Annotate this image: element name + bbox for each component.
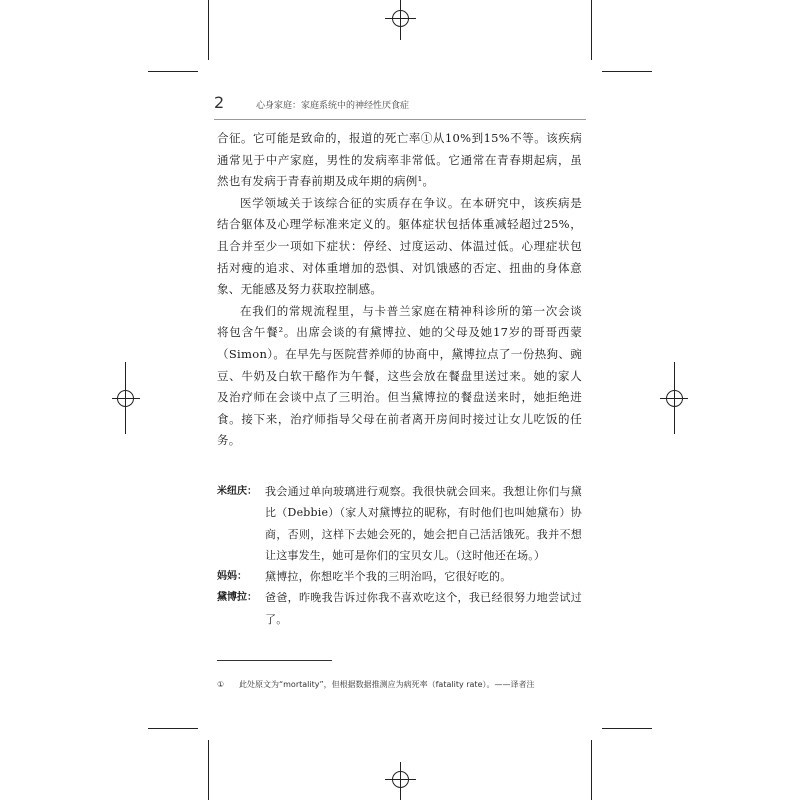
dialogue-turn <box>217 587 582 630</box>
paragraph-continued: 合征。它可能是致命的，报道的死亡率①从10%到15%不等。该疾病通常见于中产家庭，男性的发病率非常低。它通常在青春期起病，虽然也有发病于青春前期及成年期的病例¹。 <box>217 131 582 189</box>
paragraph: 医学领域关于该综合征的实质存在争议。在本研究中，该疾病是结合躯体及心理学标准来定义的。躯体症状包括体重减轻超过25%，且合并至少一项如下症状：停经、过度运动、体温过低。心理症状包括对瘦的追求、对体重增加的恐惧、对饥饿感的否定、扭曲的身体意象、无能感及努力获取控制感。 <box>217 195 582 297</box>
footnote-mark: ① <box>217 680 225 689</box>
trim-mark-tl-h <box>148 71 198 72</box>
registration-circle-top <box>392 10 409 27</box>
registration-circle-bottom <box>392 771 409 788</box>
page-header <box>214 95 586 115</box>
speech-text: 黛博拉，你想吃半个我的三明治吗，它很好吃的。 <box>265 570 512 584</box>
trim-mark-tr-v <box>591 0 592 60</box>
header-rule <box>214 119 586 120</box>
running-head: 心身家庭：家庭系统中的神经性厌食症 <box>256 101 410 111</box>
speech-text: 爸爸，昨晚我告诉过你我不喜欢吃这个，我已经很努力地尝试过了。 <box>265 591 582 626</box>
trim-mark-bl-h <box>148 728 198 729</box>
speaker-name: 妈妈： <box>217 571 247 583</box>
trim-mark-br-v <box>591 740 592 800</box>
speech-text: 我会通过单向玻璃进行观察。我很快就会回来。我想让你们与黛比（Debbie）（家人对黛博拉的昵称，有时他们也叫她黛布）协商，否则，这样下去她会死的，她会把自己活活饿死。我并不想让这事发生，她可是你们的宝贝女儿。（这时他还在场。） <box>265 485 582 562</box>
trim-mark-tl-v <box>208 0 209 60</box>
paragraph: 在我们的常规流程里，与卡普兰家庭在精神科诊所的第一次会谈将包含午餐²。出席会谈的有黛博拉、她的父母及她17岁的哥哥西蒙（Simon）。在早先与医院营养师的协商中，黛博拉点了一份热狗、豌豆、牛奶及白软干酪作为午餐，这些会放在餐盘里送过来。她的家人及治疗师在会谈中点了三明治。但当黛博拉的餐盘送来时，她拒绝进食。接下来，治疗师指导父母在前者离开房间时接过让女儿吃饭的任务。 <box>217 303 582 448</box>
speaker-name: 黛博拉： <box>217 592 257 604</box>
footnote-rule <box>217 660 332 661</box>
page-number: 2 <box>214 93 225 112</box>
registration-circle-right <box>666 390 683 407</box>
footnote-text: 此处原文为“mortality”，但根据数据推测应为病死率（fatality rate）。——译者注 <box>239 680 535 689</box>
trim-mark-tr-h <box>602 71 652 72</box>
dialogue-turn <box>217 566 582 587</box>
speaker-name: 米纽庆： <box>217 486 257 497</box>
body-text <box>217 128 582 452</box>
trim-mark-bl-v <box>208 740 209 800</box>
registration-circle-left <box>117 390 134 407</box>
dialogue-turn <box>217 481 582 566</box>
trim-mark-br-h <box>602 728 652 729</box>
footnote <box>217 679 597 690</box>
dialogue-transcript <box>217 481 582 630</box>
